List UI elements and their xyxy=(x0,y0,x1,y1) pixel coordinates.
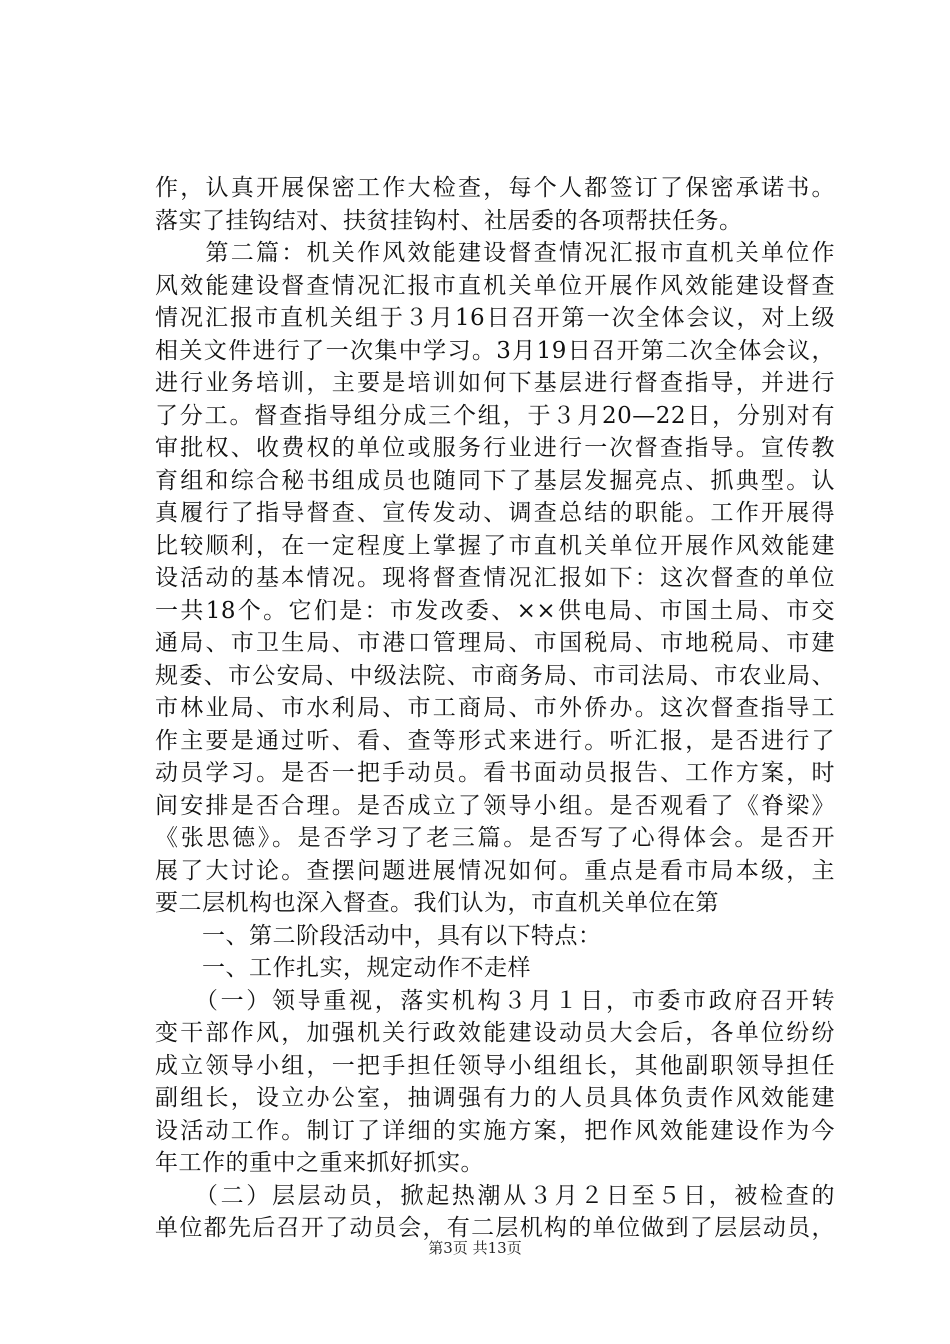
text-line: 成立领导小组，一把手担任领导小组组长，其他副职领导担任 xyxy=(155,1052,835,1079)
document-body xyxy=(155,172,835,1245)
text-line: 单位都先后召开了动员会，有二层机构的单位做到了层层动员， xyxy=(155,1215,835,1241)
text-line: 设活动的基本情况。现将督查情况汇报如下：这次督查的单位 xyxy=(155,565,835,591)
text-line: 设活动工作。制订了详细的实施方案，把作风效能建设作为今 xyxy=(155,1117,835,1144)
text-line: 规委、市公安局、中级法院、市商务局、市司法局、市农业局、 xyxy=(155,662,835,689)
text-line: 比较顺利，在一定程度上掌握了市直机关单位开展作风效能建 xyxy=(155,532,835,559)
text-line: 第二篇：机关作风效能建设督查情况汇报市直机关单位作 xyxy=(155,240,835,266)
text-line: （一）领导重视，落实机构３月１日，市委市政府召开转 xyxy=(155,987,835,1014)
text-line: 相关文件进行了一次集中学习。3月19日召开第二次全体会议， xyxy=(155,337,835,364)
text-line: 年工作的重中之重来抓好抓实。 xyxy=(155,1150,484,1176)
text-line: 变干部作风，加强机关行政效能建设动员大会后，各单位纷纷 xyxy=(155,1020,835,1046)
text-line: 审批权、收费权的单位或服务行业进行一次督查指导。宣传教 xyxy=(155,435,835,461)
text-line: 风效能建设督查情况汇报市直机关单位开展作风效能建设督查 xyxy=(155,272,835,299)
text-line: 作，认真开展保密工作大检查，每个人都签订了保密承诺书。 xyxy=(155,175,835,201)
page-footer: 第3页 共13页 xyxy=(428,1239,522,1257)
text-line: 了分工。督查指导组分成三个组，于３月20—22日，分别对有 xyxy=(155,402,835,429)
text-line: 作主要是通过听、看、查等形式来进行。听汇报，是否进行了 xyxy=(155,727,835,754)
text-line: 情况汇报市直机关组于３月16日召开第一次全体会议，对上级 xyxy=(155,305,835,331)
text-line: 进行业务培训，主要是培训如何下基层进行督查指导，并进行 xyxy=(155,370,835,396)
text-line: 一、工作扎实，规定动作不走样 xyxy=(155,955,531,981)
text-line: 市林业局、市水利局、市工商局、市外侨办。这次督查指导工 xyxy=(155,695,835,721)
text-line: 育组和综合秘书组成员也随同下了基层发掘亮点、抓典型。认 xyxy=(155,467,835,494)
text-line: 动员学习。是否一把手动员。看书面动员报告、工作方案，时 xyxy=(155,760,835,786)
text-line: （二）层层动员，掀起热潮从３月２日至５日，被检查的 xyxy=(155,1182,835,1209)
text-line: 一共18个。它们是：市发改委、××供电局、市国土局、市交 xyxy=(155,597,835,624)
text-line: 一、第二阶段活动中，具有以下特点： xyxy=(155,922,602,949)
text-line: 副组长，设立办公室，抽调强有力的人员具体负责作风效能建 xyxy=(155,1085,835,1111)
text-line: 《张思德》。是否学习了老三篇。是否写了心得体会。是否开 xyxy=(155,825,835,851)
text-line: 间安排是否合理。是否成立了领导小组。是否观看了《脊梁》 xyxy=(155,792,835,819)
text-line: 真履行了指导督查、宣传发动、调查总结的职能。工作开展得 xyxy=(155,500,835,526)
text-line: 要二层机构也深入督查。我们认为，市直机关单位在第 xyxy=(155,890,719,916)
text-line: 展了大讨论。查摆问题进展情况如何。重点是看市局本级，主 xyxy=(155,857,835,884)
text-line: 落实了挂钩结对、扶贫挂钩村、社居委的各项帮扶任务。 xyxy=(155,207,743,234)
text-line: 通局、市卫生局、市港口管理局、市国税局、市地税局、市建 xyxy=(155,630,835,656)
